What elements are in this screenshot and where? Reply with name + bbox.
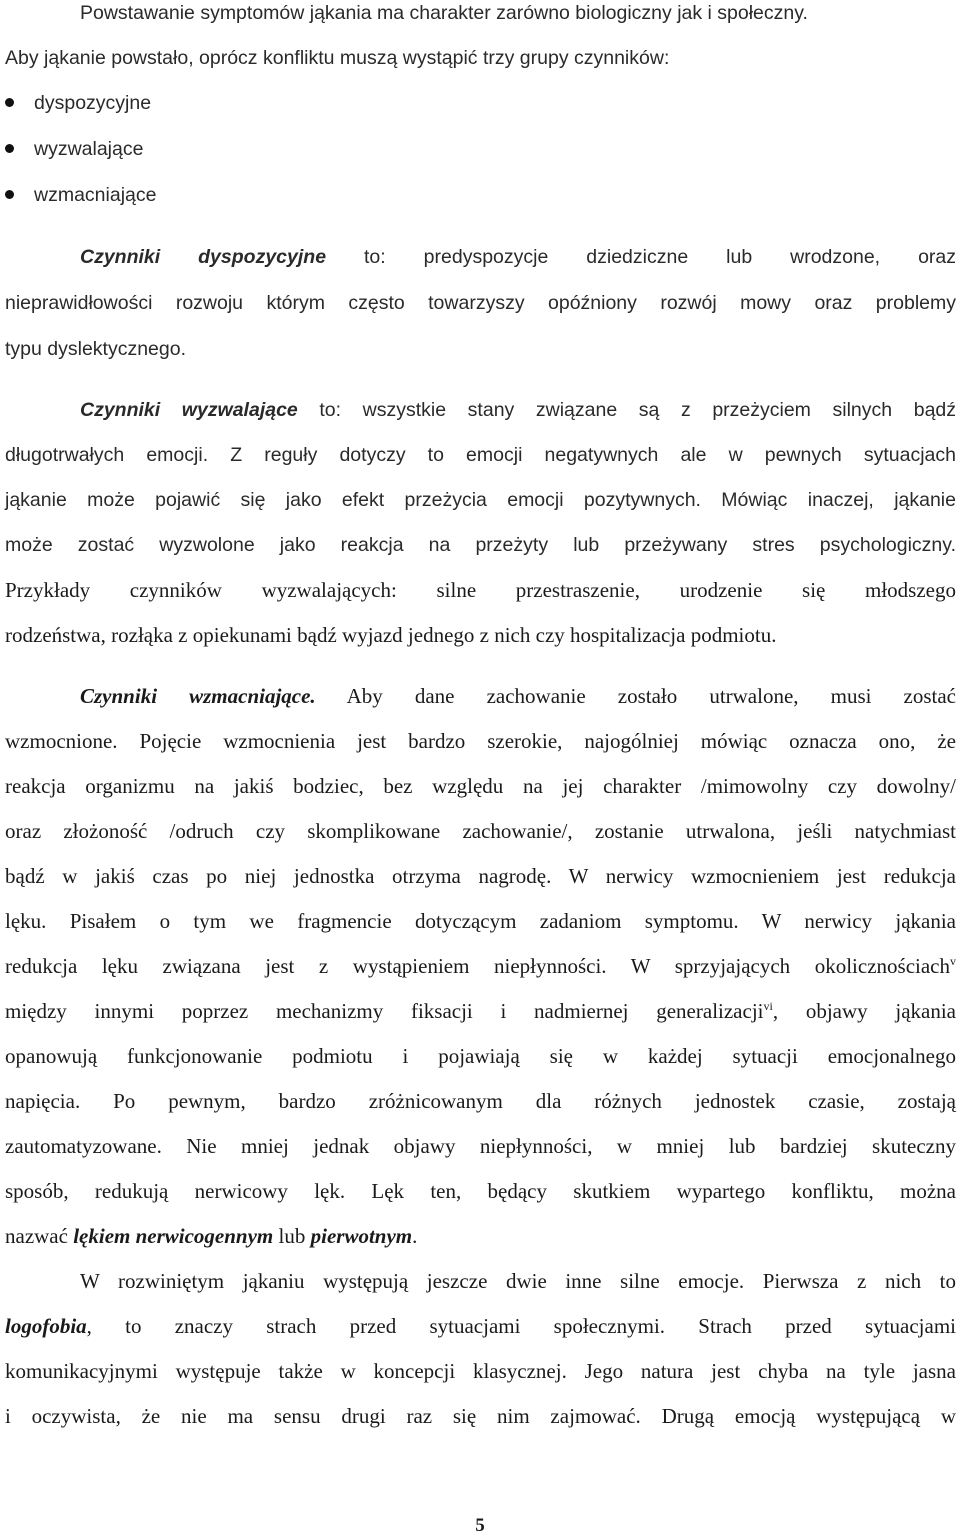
paragraph-line: Czynniki wyzwalające to: wszystkie stany związane są z przeżyciem silnych bądź [80,399,957,421]
paragraph-line: nieprawidłowości rozwoju którym często towarzyszy opóźniony rozwój mowy oraz problemy [5,292,956,314]
paragraph-line: opanowują funkcjonowanie podmiotu i pojawiają się w każdej sytuacji emocjonalnego [5,1044,956,1068]
paragraph-line: oraz złożoność /odruch czy skomplikowane zachowanie/, zostanie utrwalona, jeśli natychmiast [5,819,956,843]
bullet-icon [5,98,14,107]
term-wyzwalajace: Czynniki wyzwalające [80,399,298,421]
paragraph-line: Przykłady czynników wyzwalających: silne przestraszenie, urodzenie się młodszego [5,578,956,602]
paragraph-line: Czynniki wzmacniające. Aby dane zachowanie zostało utrwalone, musi zostać [80,684,956,708]
paragraph-line: bądź w jakiś czas po niej jednostka otrzyma nagrodę. W nerwicy wzmocnieniem jest redukcja [5,864,956,888]
term-wzmacniajace: Czynniki wzmacniające. [80,684,316,708]
paragraph-line: nazwać lękiem nerwicogennym lub pierwotnym. [5,1224,418,1248]
term-logofobia: logofobia [5,1314,87,1338]
paragraph-line: W rozwiniętym jąkaniu występują jeszcze dwie inne silne emocje. Pierwsza z nich to [80,1269,956,1293]
paragraph-line: napięcia. Po pewnym, bardzo zróżnicowanym dla różnych jednostek czasie, zostają [5,1089,956,1113]
paragraph-line: Czynniki dyspozycyjne to: predyspozycje dziedziczne lub wrodzone, oraz [80,246,957,268]
page-number: 5 [475,1515,485,1536]
paragraph-line: i oczywista, że nie ma sensu drugi raz się nim zajmować. Drugą emocją występującą w [5,1404,956,1428]
paragraph-line: jąkanie może pojawić się jako efekt przeżycia emocji pozytywnych. Mówiąc inaczej, jąkanie [5,489,956,511]
paragraph-line: sposób, redukują nerwicowy lęk. Lęk ten, będący skutkiem wypartego konfliktu, można [5,1179,956,1203]
intro-line-2: Aby jąkanie powstało, oprócz konfliktu muszą wystąpić trzy grupy czynników: [5,47,670,69]
paragraph-line: między innymi poprzez mechanizmy fiksacji i nadmiernej generalizacji$^{vi}$, objawy jąkania [5,999,956,1023]
footnote-marker-v: v [950,954,956,968]
paragraph-line: logofobia, to znaczy strach przed sytuacjami społecznymi. Strach przed sytuacjami [5,1314,956,1338]
bullet-icon [5,144,14,153]
term-pierwotny: pierwotnym [310,1224,413,1248]
paragraph-line: reakcja organizmu na jakiś bodziec, bez względu na jej charakter /mimowolny czy dowolny/ [5,774,956,798]
paragraph-line: redukcja lęku związana jest z wystąpieniem niepłynności. W sprzyjających okolicznościach$^v$ [5,954,956,978]
paragraph-line: komunikacyjnymi występuje także w koncepcji klasycznej. Jego natura jest chyba na tyle jasna [5,1359,956,1383]
intro-line-1: Powstawanie symptomów jąkania ma charakter zarówno biologiczny jak i społeczny. [80,2,808,24]
footnote-marker-vi: vi [763,999,773,1013]
paragraph-line: lęku. Pisałem o tym we fragmencie dotyczącym zadaniom symptomu. W nerwicy jąkania [5,909,956,933]
paragraph-line: typu dyslektycznego. [5,338,187,360]
term-dyspozycyjne: Czynniki dyspozycyjne [80,246,327,268]
paragraph-line: wzmocnione. Pojęcie wzmocnienia jest bardzo szerokie, najogólniej mówiąc oznacza ono, że [5,729,956,753]
paragraph-line: zautomatyzowane. Nie mniej jednak objawy niepłynności, w mniej lub bardziej skuteczny [5,1134,956,1158]
bullet-icon [5,190,14,199]
paragraph-line: rodzeństwa, rozłąka z opiekunami bądź wyjazd jednego z nich czy hospitalizacja podmiotu. [5,623,777,647]
paragraph-line: może zostać wyzwolone jako reakcja na przeżyty lub przeżywany stres psychologiczny. [5,534,956,556]
document-page: Powstawanie symptomów jąkania ma charakter zarówno biologiczny jak i społeczny. Aby jąkanie powstało, oprócz konfliktu muszą wystąpić trzy grupy czynników: dyspozycyjne wyzwalające wzmacniające Czynniki dyspozycyjne to: predyspozycje dziedziczne lub wrodzone, oraz nieprawidłowości rozwoju którym często towarzyszy opóźniony rozwój mowy oraz problemy typu dyslektycznego. Czynniki wyzwalające to: wszystkie stany związane są z przeżyciem silnych bądź długotrwałych emocji. Z reguły dotyczy to emocji negatywnych ale w pewnych sytuacjach jąkanie może pojawić się jako efekt przeżycia emocji pozytywnych. Mówiąc inaczej, jąkanie może zostać wyzwolone jako reakcja na przeżyty lub przeżywany stres psychologiczny. Przykłady czynników wyzwalających: silne przestraszenie, urodzenie się młodszego rodzeństwa, rozłąka z opiekunami bądź wyjazd jednego z nich czy hospitalizacja podmiotu. Czynniki wzmacniające. Aby dane zachowanie zostało utrwalone, musi zostać wzmocnione. Pojęcie wzmocnienia jest bardzo szerokie, najogólniej mówiąc oznacza ono, że reakcja organizmu na jakiś bodziec, bez względu na jej charakter /mimowolny czy dowolny/ oraz złożoność /odruch czy skomplikowane zachowanie/, zostanie utrwalona, jeśli natychmiast bądź w jakiś czas po niej jednostka otrzyma nagrodę. W nerwicy wzmocnieniem jest redukcja lęku. Pisałem o tym we fragmencie dotyczącym zadaniom symptomu. W nerwicy jąkania redukcja lęku związana jest z wystąpieniem niepłynności. W sprzyjających okolicznościach$^v$ między innymi poprzez mechanizmy fiksacji i nadmiernej generalizacji$^{vi}$, objawy jąkania opanowują funkcjonowanie podmiotu i pojawiają się w każdej sytuacji emocjonalnego napięcia. Po pewnym, bardzo zróżnicowanym dla różnych jednostek czasie, zostają zautomatyzowane. Nie mniej jednak objawy niepłynności, w mniej lub bardziej skuteczny sposób, redukują nerwicowy lęk. Lęk ten, będący skutkiem wypartego konfliktu, można nazwać lękiem nerwicogennym lub pierwotnym. W rozwiniętym jąkaniu występują jeszcze dwie inne silne emocje. Pierwsza z nich to logofobia, to znaczy strach przed sytuacjami społecznymi. Strach przed sytuacjami komunikacyjnymi występuje także w koncepcji klasycznej. Jego natura jest chyba na tyle jasna i oczywista, że nie ma sensu drugi raz się nim zajmować. Drugą emocją występującą w 5 [0,0,960,1537]
paragraph-line: długotrwałych emocji. Z reguły dotyczy to emocji negatywnych ale w pewnych sytuacjach [5,444,956,466]
term-lek-nerwicogenny: lękiem nerwicogennym [73,1224,274,1248]
